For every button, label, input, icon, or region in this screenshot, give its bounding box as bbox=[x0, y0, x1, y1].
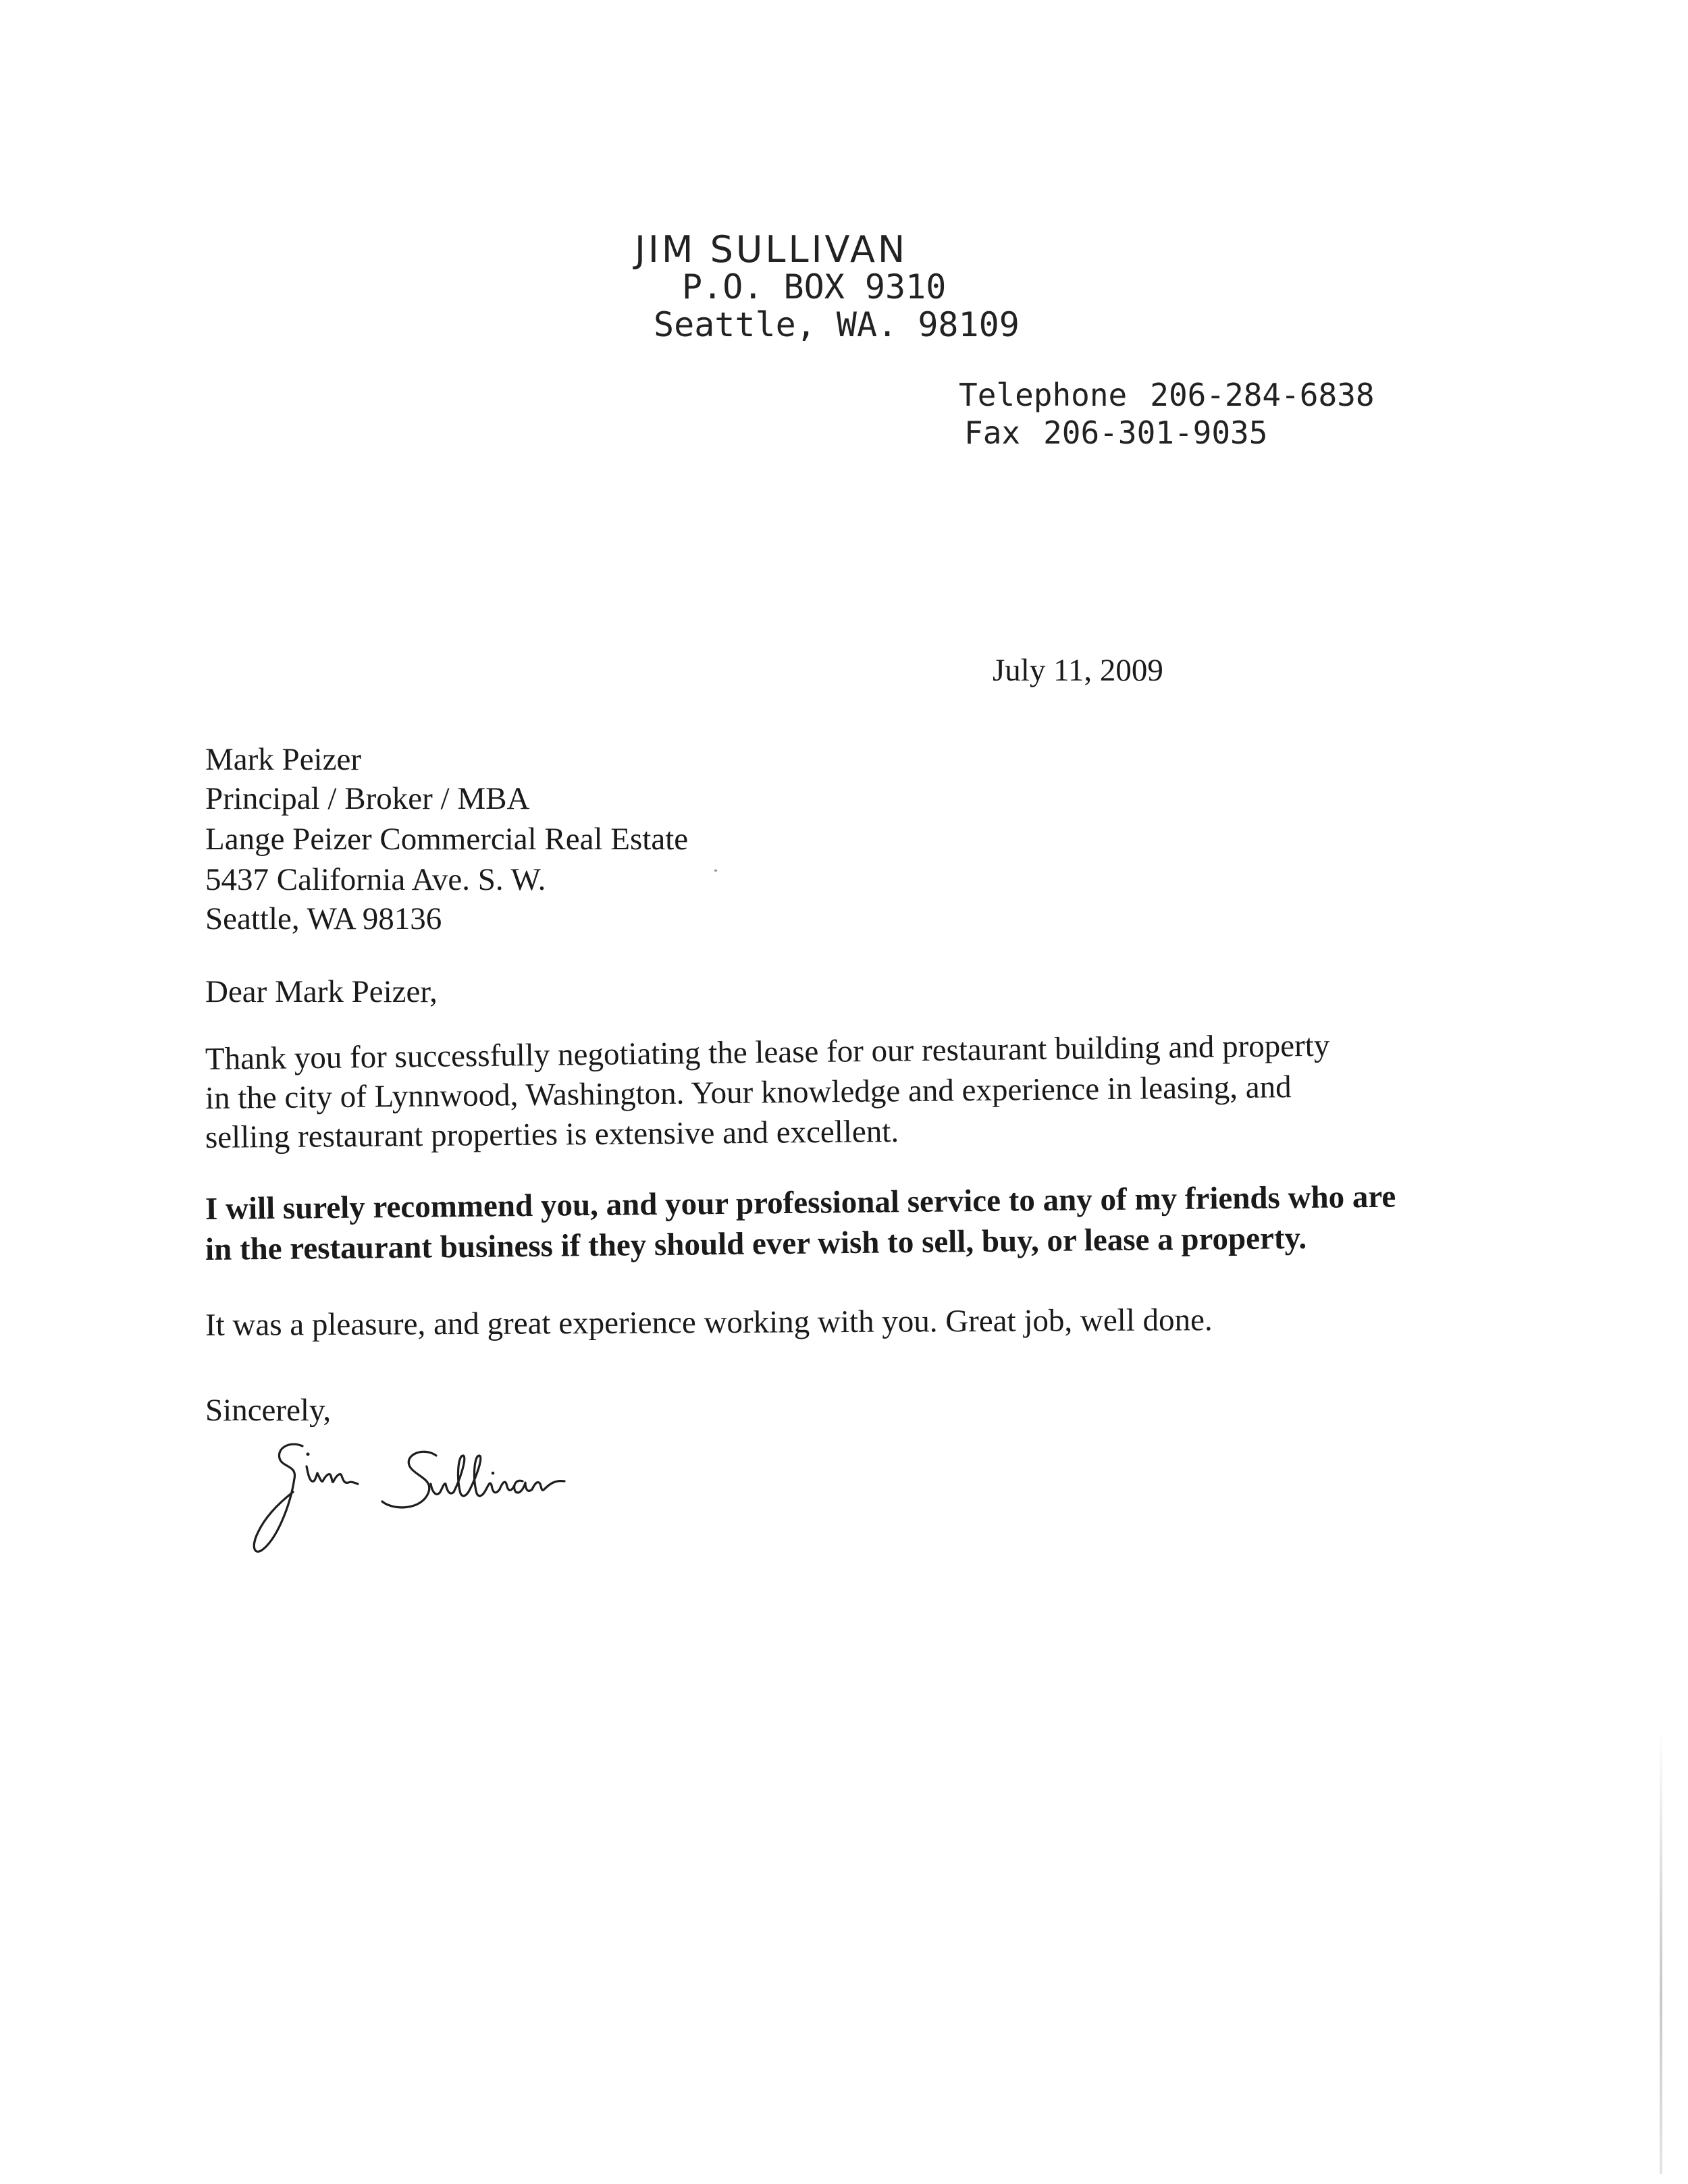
letterhead-po-box: P.O. BOX 9310 bbox=[682, 267, 947, 307]
recipient-city: Seattle, WA 98136 bbox=[205, 901, 442, 936]
telephone-label: Telephone bbox=[959, 377, 1128, 413]
letterhead-city: Seattle, WA. 98109 bbox=[654, 305, 1020, 344]
handwritten-signature bbox=[250, 1431, 641, 1560]
paragraph-1-line-1: Thank you for successfully negotiating the lease for our restaurant building and property bbox=[205, 1028, 1330, 1077]
letter-date: July 11, 2009 bbox=[993, 653, 1163, 688]
recipient-name: Mark Peizer bbox=[205, 742, 361, 777]
paragraph-2-line-1: I will surely recommend you, and your professional service to any of my friends who are bbox=[205, 1179, 1396, 1227]
paragraph-2-line-2: in the restaurant business if they should ever wish to sell, buy, or lease a property. bbox=[205, 1220, 1307, 1267]
letterhead-fax bbox=[964, 415, 1267, 451]
paragraph-1-line-2: in the city of Lynnwood, Washington. Your knowledge and experience in leasing, and bbox=[205, 1069, 1292, 1116]
scan-speck bbox=[714, 870, 717, 872]
scan-edge-shadow bbox=[1660, 1728, 1662, 2174]
fax-label: Fax bbox=[964, 415, 1021, 451]
recipient-title: Principal / Broker / MBA bbox=[205, 781, 530, 816]
recipient-street: 5437 California Ave. S. W. bbox=[205, 862, 546, 897]
closing: Sincerely, bbox=[205, 1393, 332, 1428]
recipient-company: Lange Peizer Commercial Real Estate bbox=[205, 822, 689, 857]
letterhead-name: JIM SULLIVAN bbox=[635, 228, 908, 271]
telephone-number: 206-284-6838 bbox=[1150, 377, 1375, 413]
salutation: Dear Mark Peizer, bbox=[205, 974, 438, 1009]
fax-number: 206-301-9035 bbox=[1043, 415, 1268, 451]
paragraph-3: It was a pleasure, and great experience working with you. Great job, well done. bbox=[205, 1302, 1213, 1343]
letterhead-telephone bbox=[959, 377, 1375, 413]
paragraph-1-line-3: selling restaurant properties is extensive and excellent. bbox=[205, 1114, 899, 1155]
